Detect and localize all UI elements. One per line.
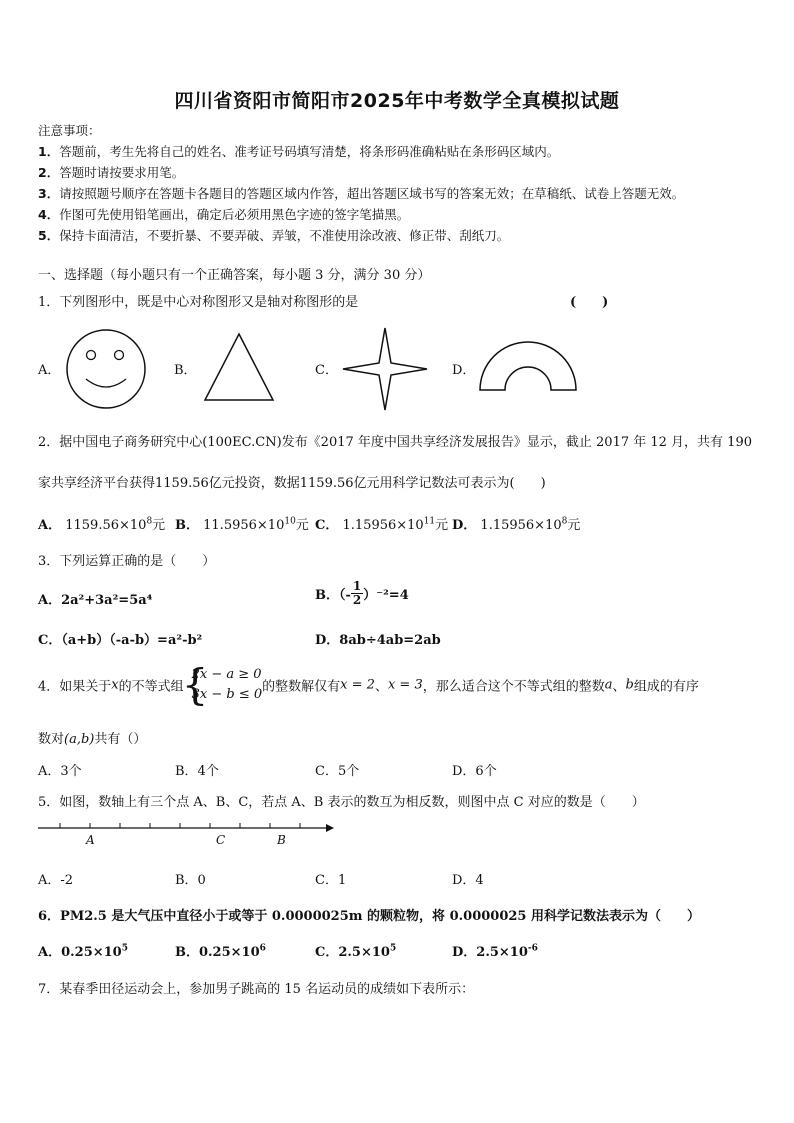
q1-blank: ( ) (570, 295, 609, 310)
notes-heading: 注意事项： (38, 123, 101, 138)
q5-option-c: C．1 (315, 873, 347, 888)
q4-line1: 4．如果关于x的不等式组 { 2x − a ≥ 0 3x − b ≤ 0 的整数解仅有x = 2、x = 3，那么适合这个不等式组的整数a、b组成的有序 (38, 660, 699, 709)
q5-option-b: B．0 (175, 873, 206, 888)
q2-option-b: B． $11.5956\times 10^{10}$元 (175, 516, 309, 533)
note-item-2: 2．答题时请按要求用笔。 (38, 165, 185, 180)
q4-option-a: A．3个 (38, 764, 82, 779)
q2-option-d: D． $1.15956\times 10^8$元 (452, 516, 581, 533)
q4-line2: 数对(a,b)共有（） (38, 732, 147, 747)
q6-stem: 6．PM2.5 是大气压中直径小于或等于 0.0000025m 的颗粒物，将 0.0000025 用科学记数法表示为（ ） (38, 909, 700, 924)
q4-option-c: C．5个 (315, 764, 360, 779)
q3-option-b: B．（- $\frac{1}{2}$ ）⁻²=4 (315, 579, 409, 607)
q2-option-a: A． $1159.56\times 10^8$元 (38, 516, 166, 533)
page-title: 四川省资阳市简阳市2025年中考数学全真模拟试题 (174, 90, 620, 112)
point-b-label: B (277, 833, 286, 847)
q6-option-c: C．$2.5\times 10^5$ (315, 943, 397, 960)
section-heading: 一、选择题（每小题只有一个正确答案，每小题 3 分，满分 30 分） (38, 268, 431, 283)
q1-option-b-label: B． (174, 363, 197, 378)
note-item-5: 5．保持卡面清洁，不要折暴、不要弄破、弄皱，不准使用涂改液、修正带、刮纸刀。 (38, 228, 510, 243)
smiley-face-figure (64, 327, 148, 411)
q5-stem: 5．如图，数轴上有三个点 A、B、C，若点 A、B 表示的数互为相反数，则图中点 C 对应的数是（ ） (38, 795, 645, 810)
q1-option-a-label: A． (38, 363, 61, 378)
q1-option-d-label: D． (452, 363, 476, 378)
q6-option-b: B．$0.25\times 10^6$ (175, 943, 266, 960)
four-point-star-figure (341, 326, 429, 412)
point-a-label: A (86, 833, 95, 847)
q1-option-c-label: C． (315, 363, 338, 378)
q2-line1: 2．据中国电子商务研究中心(100EC.CN)发布《2017 年度中国共享经济发展报告》显示，截止 2017 年 12 月，共有 190 (38, 435, 752, 450)
number-line-figure (38, 820, 334, 852)
q5-option-d: D．4 (452, 873, 484, 888)
q2-line2: 家共享经济平台获得1159.56亿元投资，数据1159.56亿元用科学记数法可表示为( ) (38, 476, 546, 491)
q1-stem: 1．下列图形中，既是中心对称图形又是轴对称图形的是 (38, 295, 359, 310)
q3-stem: 3．下列运算正确的是（ ） (38, 554, 216, 569)
note-item-4: 4．作图可先使用铅笔画出，确定后必须用黑色字迹的签字笔描黑。 (38, 207, 410, 222)
triangle-figure (203, 331, 275, 403)
q4-inequality-system: { 2x − a ≥ 0 3x − b ≤ 0 (181, 660, 263, 709)
q5-option-a: A．-2 (38, 873, 74, 888)
q3-option-c: C．（a+b）（-a-b）=a²-b² (38, 633, 203, 648)
q4-option-d: D．6个 (452, 764, 497, 779)
q6-option-a: A．$0.25\times 10^5$ (38, 943, 128, 960)
half-ring-figure (478, 338, 578, 392)
q2-option-c: C． $1.15956\times 10^{11}$元 (315, 516, 449, 533)
q3-option-d: D．8ab÷4ab=2ab (315, 633, 441, 648)
q3-option-a: A．2a²+3a²=5a⁴ (38, 593, 153, 608)
q4-option-b: B．4个 (175, 764, 219, 779)
q7-stem: 7．某春季田径运动会上，参加男子跳高的 15 名运动员的成绩如下表所示： (38, 982, 475, 997)
point-c-label: C (216, 833, 226, 847)
q6-option-d: D．$2.5\times 10^{-6}$ (452, 943, 538, 960)
note-item-1: 1．答题前，考生先将自己的姓名、准考证号码填写清楚，将条形码准确粘贴在条形码区域内。 (38, 144, 560, 159)
note-item-3: 3．请按照题号顺序在答题卡各题目的答题区域内作答，超出答题区域书写的答案无效；在草稿纸、试卷上答题无效。 (38, 186, 685, 201)
